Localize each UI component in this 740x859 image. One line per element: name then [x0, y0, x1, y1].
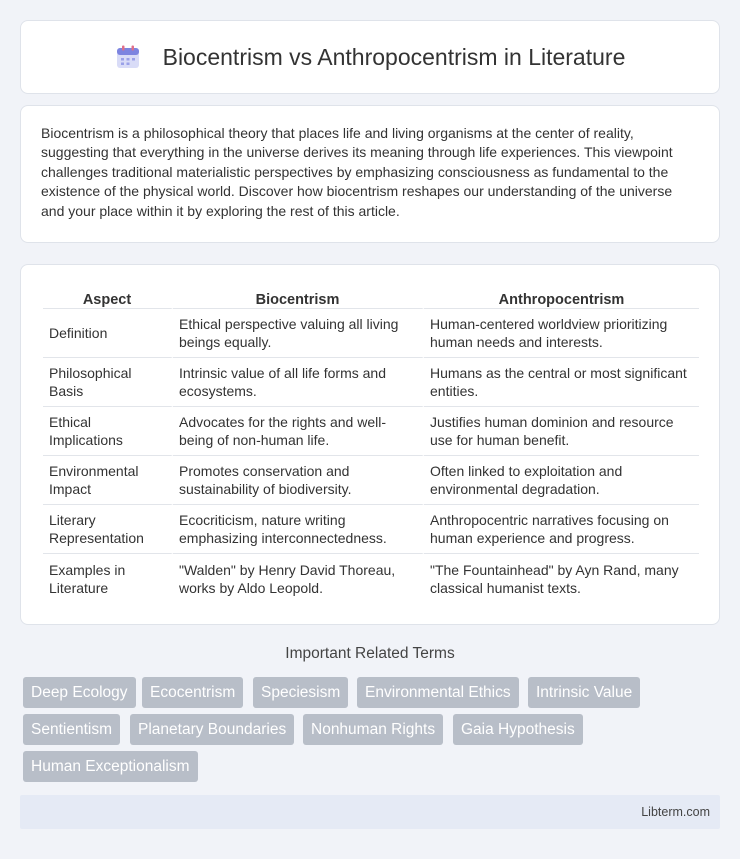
cell-anthropocentrism: Human-centered worldview prioritizing human needs and interests.: [424, 309, 699, 358]
calendar-icon: [115, 44, 141, 70]
tag-deep-ecology[interactable]: Deep Ecology: [23, 677, 136, 708]
tag-environmental-ethics[interactable]: Environmental Ethics: [357, 677, 519, 708]
cell-aspect: Environmental Impact: [43, 456, 173, 505]
tag-gaia-hypothesis[interactable]: Gaia Hypothesis: [453, 714, 583, 745]
cell-biocentrism: Advocates for the rights and well-being of non-human life.: [173, 407, 424, 456]
table-row: [43, 358, 699, 407]
title-card: [20, 20, 720, 94]
table-row: [43, 407, 699, 456]
cell-aspect: Literary Representation: [43, 505, 173, 554]
page-title: Biocentrism vs Anthropocentrism in Literature: [162, 43, 626, 70]
cell-biocentrism: "Walden" by Henry David Thoreau, works by Aldo Leopold.: [173, 554, 424, 603]
cell-aspect: Definition: [43, 309, 173, 358]
cell-aspect: Examples in Literature: [43, 554, 173, 603]
tag-planetary-boundaries[interactable]: Planetary Boundaries: [130, 714, 294, 745]
cell-biocentrism: Ethical perspective valuing all living beings equally.: [173, 309, 424, 358]
comparison-table: [43, 285, 699, 603]
intro-card: [20, 105, 720, 243]
header-anthropocentrism: Anthropocentrism: [424, 285, 699, 309]
footer: [20, 795, 720, 829]
table-row: [43, 456, 699, 505]
cell-biocentrism: Promotes conservation and sustainability of biodiversity.: [173, 456, 424, 505]
table-row: [43, 309, 699, 358]
tag-intrinsic-value[interactable]: Intrinsic Value: [528, 677, 640, 708]
related-terms-title: Important Related Terms: [285, 645, 455, 662]
comparison-card: [20, 264, 720, 625]
cell-anthropocentrism: Humans as the central or most significant entities.: [424, 358, 699, 407]
table-row: [43, 554, 699, 603]
cell-aspect: Ethical Implications: [43, 407, 173, 456]
cell-anthropocentrism: Anthropocentric narratives focusing on human experience and progress.: [424, 505, 699, 554]
footer-site-link[interactable]: Libterm.com: [641, 805, 710, 819]
intro-text: Biocentrism is a philosophical theory that places life and living organisms at the center of reality, suggesting that everything in the universe derives its meaning through life experiences. This viewpoint challenges traditional materialistic perspectives by emphasizing consciousness as fundamental to the existence of the physical world. Discover how biocentrism reshapes our understanding of the universe and your place within it by exploring the rest of this article.: [41, 125, 673, 219]
tag-sentientism[interactable]: Sentientism: [23, 714, 120, 745]
header-aspect: Aspect: [43, 285, 173, 309]
cell-anthropocentrism: Justifies human dominion and resource use for human benefit.: [424, 407, 699, 456]
table-row: [43, 505, 699, 554]
tag-speciesism[interactable]: Speciesism: [253, 677, 348, 708]
tag-human-exceptionalism[interactable]: Human Exceptionalism: [23, 751, 198, 782]
tag-nonhuman-rights[interactable]: Nonhuman Rights: [303, 714, 443, 745]
table-header-row: [43, 285, 699, 309]
header-biocentrism: Biocentrism: [173, 285, 424, 309]
cell-biocentrism: Intrinsic value of all life forms and ecosystems.: [173, 358, 424, 407]
tag-ecocentrism[interactable]: Ecocentrism: [142, 677, 243, 708]
cell-anthropocentrism: "The Fountainhead" by Ayn Rand, many classical humanist texts.: [430, 561, 679, 596]
cell-aspect: Philosophical Basis: [43, 358, 173, 407]
cell-anthropocentrism: Often linked to exploitation and environmental degradation.: [424, 456, 699, 505]
cell-biocentrism: Ecocriticism, nature writing emphasizing interconnectedness.: [173, 505, 424, 554]
